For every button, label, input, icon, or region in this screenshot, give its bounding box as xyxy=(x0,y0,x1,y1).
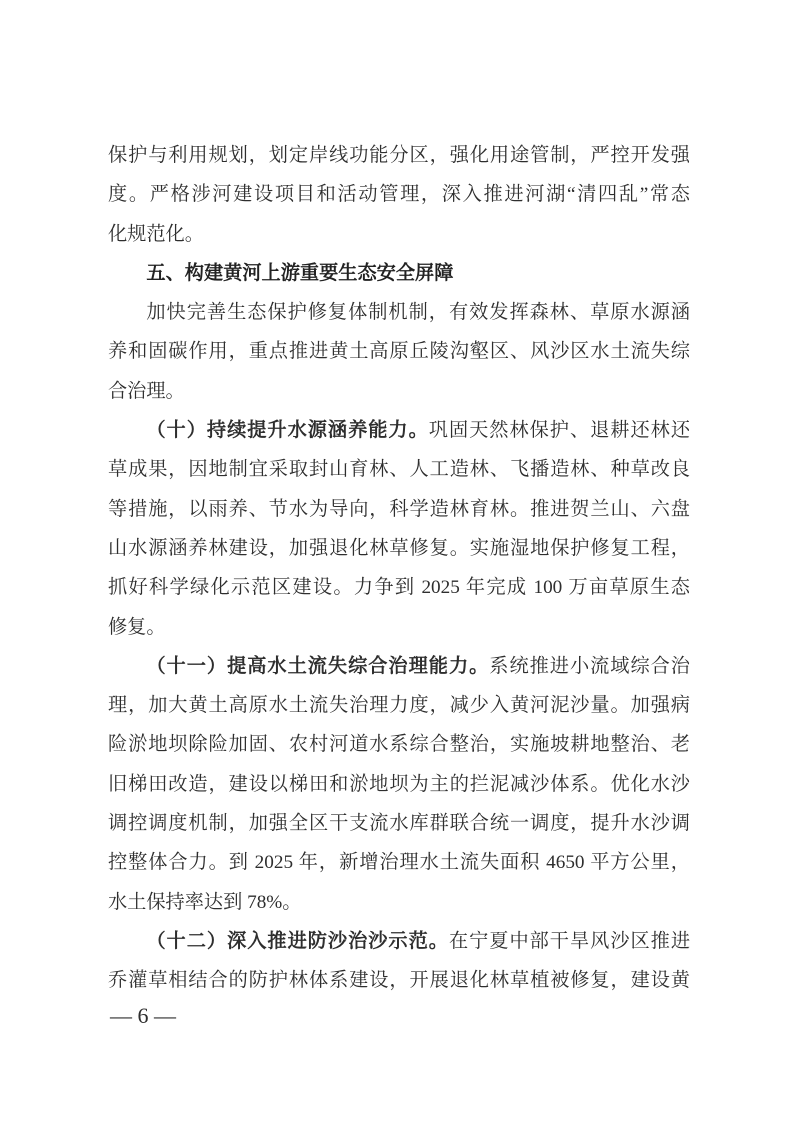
body-text: 山水源涵养林建设，加强退化林草修复。实施湿地保护修复工程， xyxy=(108,537,690,559)
text-line xyxy=(108,608,690,647)
body-text: 水土保持率达到 78%。 xyxy=(108,891,302,913)
body-text: 理，加大黄土高原水土流失治理力度，减少入黄河泥沙量。加强病 xyxy=(108,695,690,717)
section-heading xyxy=(108,254,690,293)
text-line xyxy=(108,686,690,725)
document-content xyxy=(108,136,690,1001)
text-line xyxy=(108,922,690,961)
body-text: 度。严格涉河建设项目和活动管理，深入推进河湖“清四乱”常态 xyxy=(108,184,690,206)
body-text: 旧梯田改造，建设以梯田和淤地坝为主的拦泥减沙体系。优化水沙 xyxy=(108,773,690,795)
text-line xyxy=(108,411,690,450)
text-line xyxy=(108,254,690,293)
text-line xyxy=(108,529,690,568)
paragraph xyxy=(108,647,690,922)
text-line xyxy=(108,332,690,371)
body-text: 草成果，因地制宜采取封山育林、人工造林、飞播造林、种草改良 xyxy=(108,459,690,481)
text-line xyxy=(108,843,690,882)
text-line xyxy=(108,961,690,1000)
body-text: 化规范化。 xyxy=(108,223,204,245)
body-text: 控整体合力。到 2025 年，新增治理水土流失面积 4650 平方公里， xyxy=(108,852,690,874)
emphasis-text: （十二）深入推进防沙治沙示范。 xyxy=(146,930,449,952)
text-line xyxy=(108,372,690,411)
body-text: 在宁夏中部干旱风沙区推进 xyxy=(448,930,691,952)
body-text: 险淤地坝除险加固、农村河道水系综合整治，实施坡耕地整治、老 xyxy=(108,734,690,756)
paragraph xyxy=(108,922,690,1001)
text-line xyxy=(108,804,690,843)
text-line xyxy=(108,725,690,764)
body-text: 等措施，以雨养、节水为导向，科学造林育林。推进贺兰山、六盘 xyxy=(108,498,690,520)
emphasis-text: （十一）提高水土流失综合治理能力。 xyxy=(146,655,490,677)
paragraph xyxy=(108,411,690,647)
body-text: 修复。 xyxy=(108,616,166,638)
text-line xyxy=(108,175,690,214)
body-text: 巩固天然林保护、退耕还林还 xyxy=(428,420,691,442)
body-text: 合治理。 xyxy=(108,380,185,402)
emphasis-text: 五、构建黄河上游重要生态安全屏障 xyxy=(146,262,454,284)
text-line xyxy=(108,450,690,489)
text-line xyxy=(108,136,690,175)
text-line xyxy=(108,765,690,804)
text-line xyxy=(108,647,690,686)
text-line xyxy=(108,490,690,529)
paragraph xyxy=(108,136,690,254)
page-number: — 6 — xyxy=(110,1003,176,1028)
body-text: 乔灌草相结合的防护林体系建设，开展退化林草植被修复，建设黄 xyxy=(108,970,690,992)
body-text: 保护与利用规划，划定岸线功能分区，强化用途管制，严控开发强 xyxy=(108,145,690,166)
text-line xyxy=(108,215,690,254)
text-line xyxy=(108,568,690,607)
body-text: 抓好科学绿化示范区建设。力争到 2025 年完成 100 万亩草原生态 xyxy=(108,577,690,599)
text-line xyxy=(108,883,690,922)
text-line xyxy=(108,293,690,332)
paragraph xyxy=(108,293,690,411)
emphasis-text: （十）持续提升水源涵养能力。 xyxy=(146,420,429,442)
body-text: 加快完善生态保护修复体制机制，有效发挥森林、草原水源涵 xyxy=(146,302,690,324)
body-text: 系统推进小流域综合治 xyxy=(489,655,690,677)
body-text: 养和固碳作用，重点推进黄土高原丘陵沟壑区、风沙区水土流失综 xyxy=(108,341,690,363)
body-text: 调控调度机制，加强全区干支流水库群联合统一调度，提升水沙调 xyxy=(108,813,690,835)
